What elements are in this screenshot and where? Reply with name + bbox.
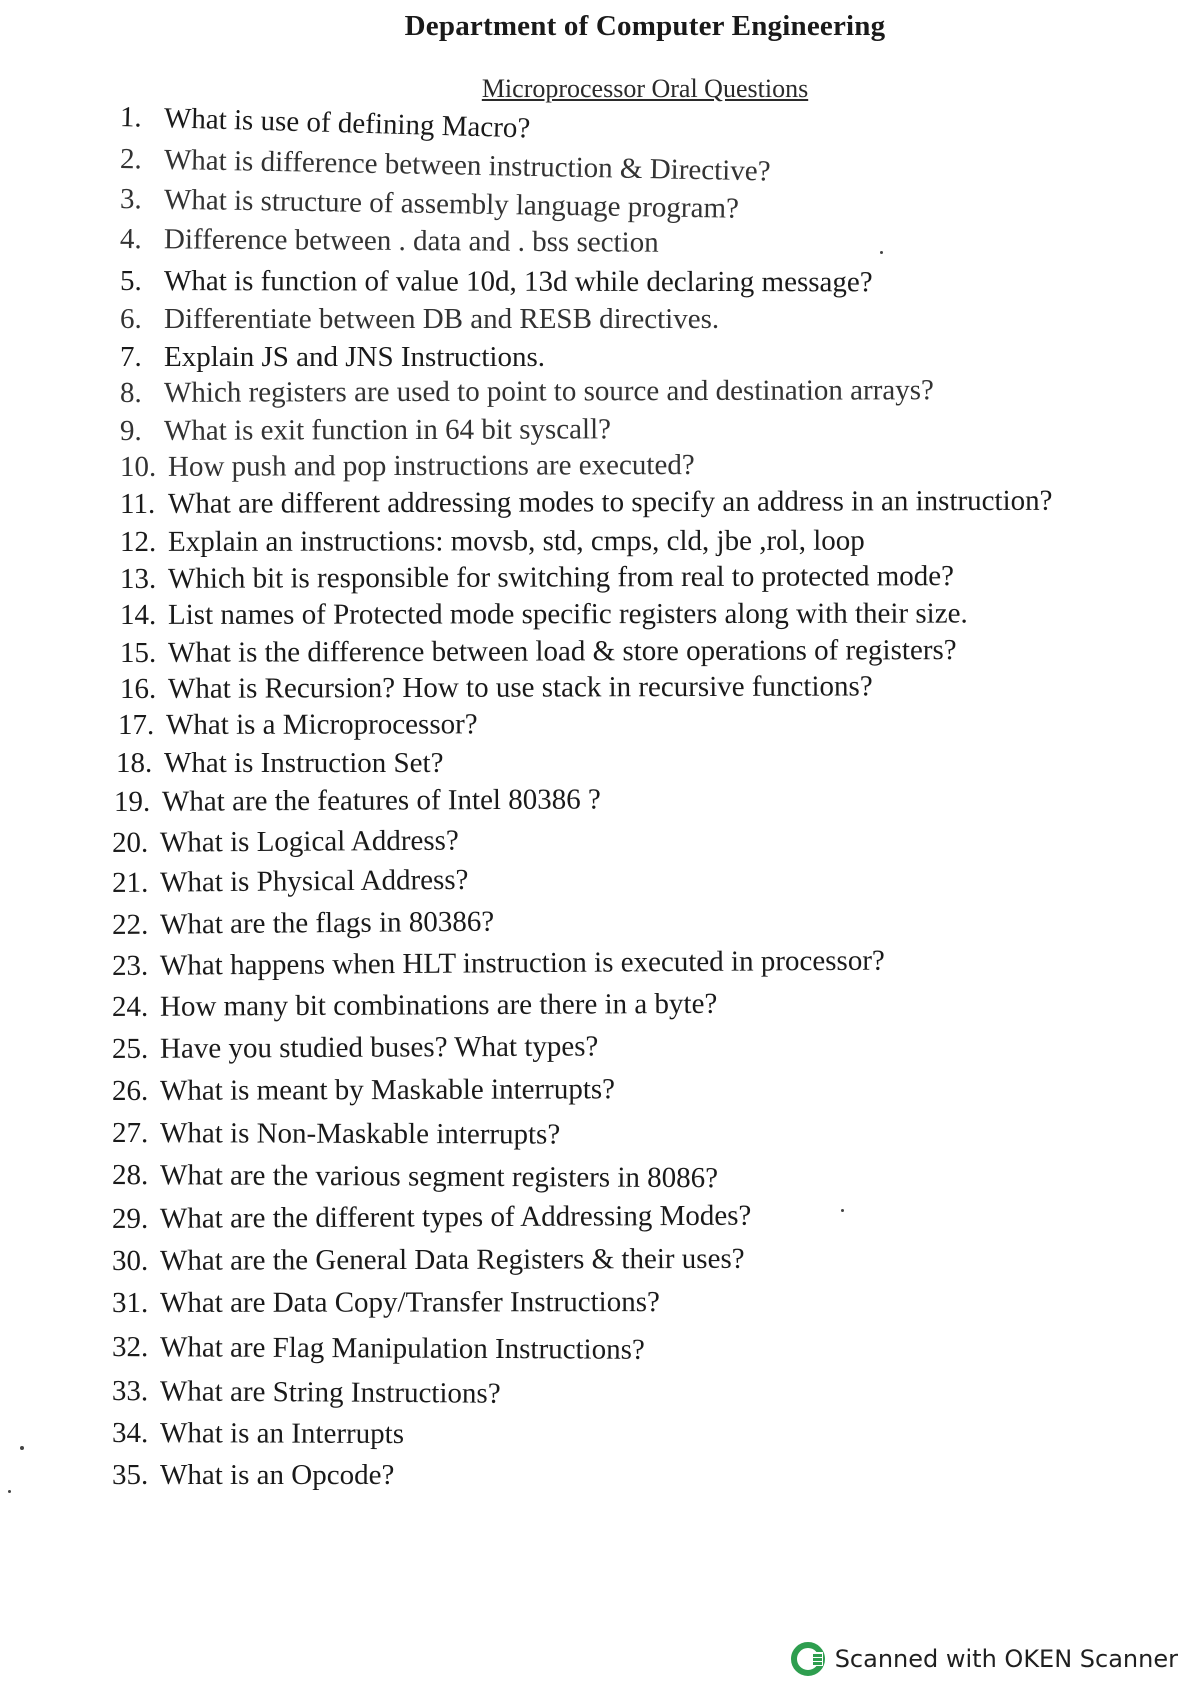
question-number: 34. [111,1417,149,1450]
scan-speck [8,1490,11,1493]
question-number: 7. [120,341,142,373]
question-text: Which registers are used to point to source and destination arrays? [163,374,934,409]
question-text: How many bit combinations are there in a byte? [159,987,718,1023]
question-text: What are Flag Manipulation Instructions? [159,1331,645,1366]
scan-speck [20,1446,24,1450]
question-item [120,340,545,374]
question-item [112,1029,599,1066]
question-number: 33. [111,1375,149,1408]
question-number: 12. [119,525,157,558]
question-number: 27. [111,1117,149,1150]
question-number: 20. [111,826,149,859]
question-number: 3. [119,183,142,216]
question-item [116,746,443,780]
question-item [120,484,1053,521]
question-number: 26. [111,1074,149,1107]
question-text: What is the difference between load & store operations of registers? [167,634,957,669]
question-item [120,412,611,448]
question-item [112,1242,745,1278]
question-item [112,1285,660,1320]
question-text: Differentiate between DB and RESB directives. [164,303,720,335]
question-number: 30. [111,1244,149,1277]
question-number: 31. [111,1286,149,1319]
question-item [120,669,873,706]
question-item [112,1116,560,1152]
question-number: 5. [119,265,142,298]
question-text: What is exit function in 64 bit syscall? [163,413,612,447]
question-text: List names of Protected mode specific registers along with their size. [167,597,968,631]
question-item [112,824,459,860]
subject-title: Microprocessor Oral Questions [481,74,809,103]
question-number: 11. [119,487,156,520]
question-text: Difference between . data and . bss section [163,223,659,259]
question-item [112,905,494,942]
question-item [112,1458,394,1492]
question-text: What is Instruction Set? [164,747,444,779]
question-text: What happens when HLT instruction is executed in processor? [159,944,885,982]
question-item [112,1072,615,1108]
question-number: 19. [113,785,151,818]
question-item [112,1158,718,1195]
question-text: What are the features of Intel 80386 ? [161,783,601,818]
question-number: 1. [119,101,143,134]
question-number: 35. [112,1459,149,1491]
question-text: What is Recursion? How to use stack in recursive functions? [167,670,873,705]
question-number: 8. [119,376,142,409]
question-text: What are Data Copy/Transfer Instructions? [159,1286,660,1319]
question-item [120,142,771,188]
question-text: What is difference between instruction & Directive? [163,143,771,188]
question-text: What are the different types of Addressing Modes? [159,1199,752,1235]
question-item [120,100,531,145]
question-text: What is structure of assembly language program? [163,183,740,225]
question-number: 9. [119,414,142,447]
question-text: What is a Microprocessor? [165,708,478,741]
question-item [112,1199,752,1236]
question-number: 25. [111,1032,149,1065]
question-number: 2. [119,143,143,176]
question-text: Explain JS and JNS Instructions. [164,341,546,373]
question-text: Have you studied buses? What types? [159,1030,599,1065]
question-item [112,1374,501,1411]
question-number: 18. [116,747,153,779]
question-number: 10. [119,450,157,483]
question-number: 32. [111,1331,149,1364]
question-number: 16. [119,672,157,705]
question-item [120,633,957,670]
department-title: Department of Computer Engineering [404,10,886,42]
question-number: 4. [119,223,142,256]
scan-speck [841,1209,844,1212]
question-text: What is Non-Maskable interrupts? [159,1117,561,1151]
question-number: 6. [120,303,142,335]
question-number: 22. [111,908,149,941]
question-number: 29. [111,1202,149,1235]
question-text: What are the General Data Registers & their uses? [159,1242,745,1277]
question-text: What is Physical Address? [159,863,469,899]
question-text: What are String Instructions? [159,1375,501,1410]
question-item [112,987,717,1024]
scanner-watermark [791,1642,1178,1676]
question-item [112,944,885,983]
question-item [120,524,865,559]
scan-speck [880,251,883,254]
question-item [120,182,739,226]
question-item [120,264,873,299]
question-number: 28. [111,1159,149,1192]
question-text: What are the various segment registers in 8086? [159,1159,719,1195]
question-item [120,302,719,336]
question-number: 24. [111,990,149,1023]
question-text: What is an Interrupts [159,1417,405,1451]
question-number: 23. [111,949,149,982]
question-text: How push and pop instructions are executed? [167,448,695,483]
question-text: What is an Opcode? [160,1459,395,1491]
question-number: 14. [119,598,157,631]
question-text: Explain an instructions: movsb, std, cmps, cld, jbe ,rol, loop [167,524,865,558]
question-item [114,782,601,819]
question-text: What is function of value 10d, 13d while declaring message? [163,265,873,299]
question-item [120,222,659,260]
question-text: What is use of defining Macro? [163,102,531,145]
question-item [112,1330,645,1367]
question-text: What are the flags in 80386? [159,905,495,941]
question-number: 13. [119,562,157,595]
question-text: What is Logical Address? [159,824,459,859]
question-item [120,448,695,484]
question-text: What are different addressing modes to specify an address in an instruction? [167,484,1053,520]
question-text: Which bit is responsible for switching from real to protected mode? [167,560,955,595]
question-item [112,863,469,900]
question-item [120,373,934,410]
question-number: 21. [111,866,149,899]
oken-scanner-logo-icon [791,1642,825,1676]
question-item [118,707,478,742]
question-text: What is meant by Maskable interrupts? [159,1073,616,1107]
question-item [120,559,954,596]
scanner-label: Scanned with OKEN Scanner [834,1645,1178,1673]
question-number: 15. [119,636,157,669]
question-item [120,597,968,632]
question-item [112,1416,404,1451]
question-number: 17. [117,708,155,741]
